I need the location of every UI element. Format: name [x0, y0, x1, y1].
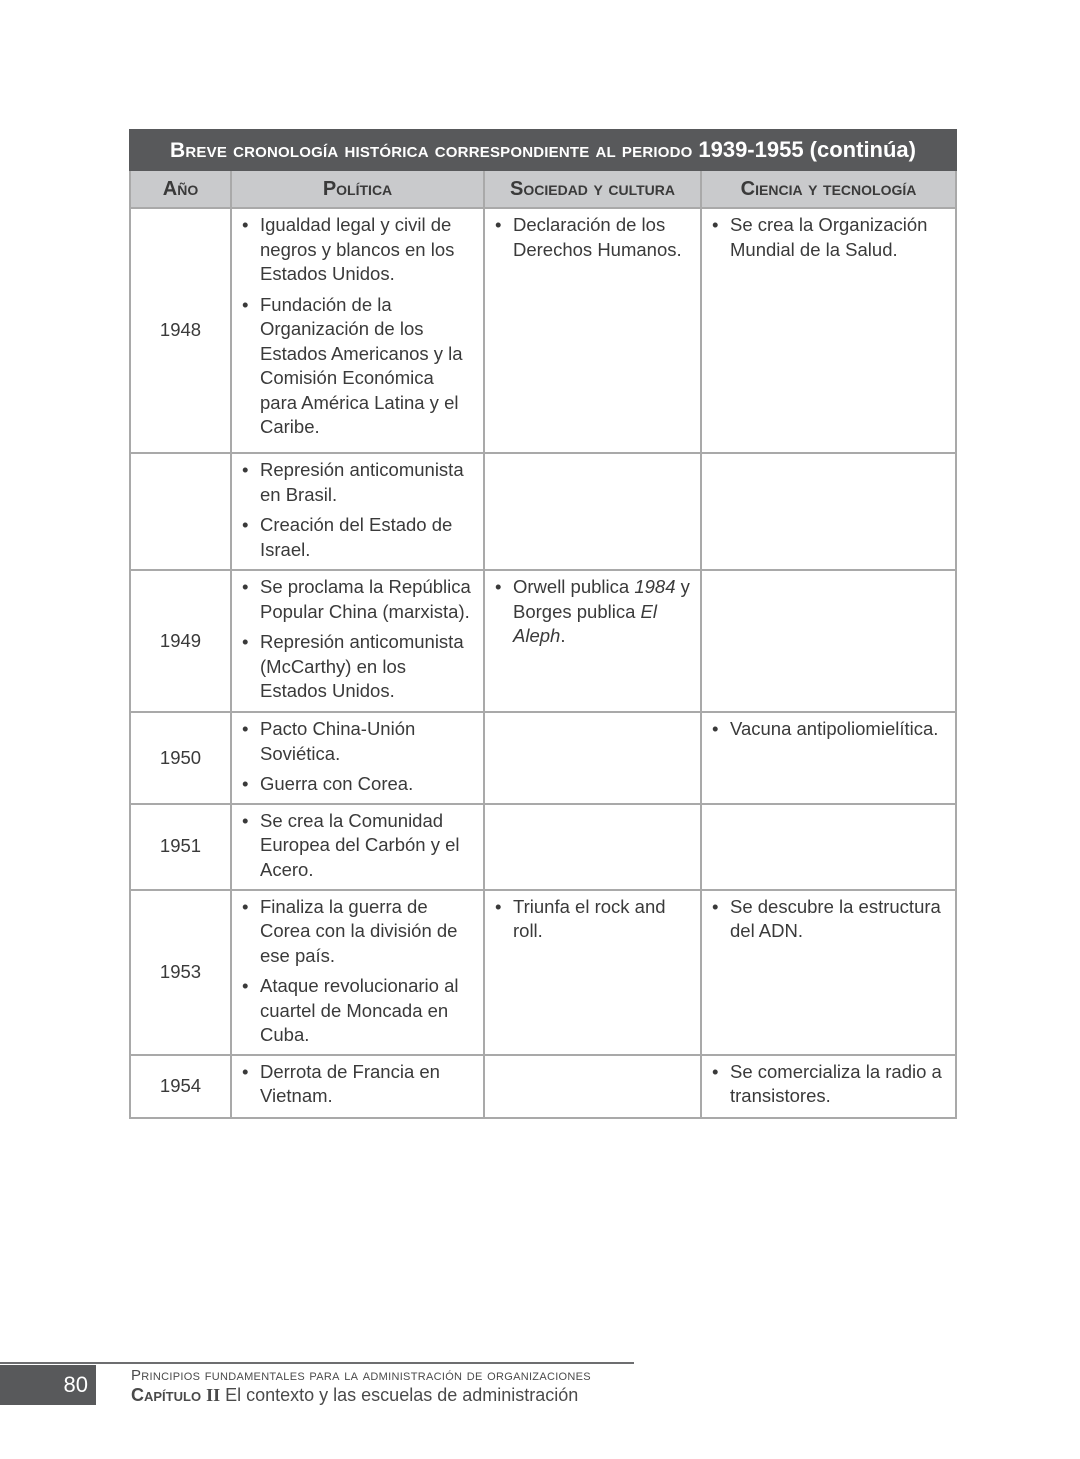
politics-cell	[231, 208, 484, 453]
year-cell: 1953	[130, 890, 231, 1055]
list-item: • Se proclama la República Popular China (marxista).	[240, 575, 475, 624]
society-cell	[484, 570, 701, 712]
chapter-label: Capítulo	[131, 1385, 202, 1405]
running-head: Principios fundamentales para la administración de organizaciones	[131, 1367, 591, 1384]
list-item: • Se crea la Comunidad Europea del Carbón y el Acero.	[240, 809, 475, 883]
list-item: • Se crea la Organización Mundial de la Salud.	[710, 213, 947, 262]
text-run: y Borges publica	[513, 576, 690, 622]
politics-cell	[231, 453, 484, 570]
list-item: • Se comercializa la radio a transistores.	[710, 1060, 947, 1109]
table-row	[130, 712, 956, 804]
politics-cell	[231, 804, 484, 890]
header-society: Sociedad y cultura	[484, 170, 701, 208]
society-cell	[484, 804, 701, 890]
list-item: • Fundación de la Organización de los Estados Americanos y la Comisión Económica para América Latina y el Caribe.	[240, 293, 475, 440]
table-row	[130, 570, 956, 712]
society-cell	[484, 890, 701, 1055]
science-cell	[701, 890, 956, 1055]
list-item: • Represión anticomunista (McCarthy) en los Estados Unidos.	[240, 630, 475, 704]
list-item: • Triunfa el rock and roll.	[493, 895, 692, 944]
table-row	[130, 453, 956, 570]
society-cell	[484, 1055, 701, 1118]
science-cell	[701, 1055, 956, 1118]
table-row	[130, 804, 956, 890]
list-item: • Ataque revolucionario al cuartel de Moncada en Cuba.	[240, 974, 475, 1048]
chapter-line	[131, 1385, 578, 1406]
list-item: • Derrota de Francia en Vietnam.	[240, 1060, 475, 1109]
table-header-row	[130, 170, 956, 208]
society-cell	[484, 712, 701, 804]
header-year: Año	[130, 170, 231, 208]
politics-cell	[231, 570, 484, 712]
book-title-1984: 1984	[634, 576, 676, 597]
politics-cell	[231, 890, 484, 1055]
chronology-table-wrapper	[129, 129, 955, 1119]
list-item: • Guerra con Corea.	[240, 772, 475, 797]
list-item: • Igualdad legal y civil de negros y blancos en los Estados Unidos.	[240, 213, 475, 287]
header-politics: Política	[231, 170, 484, 208]
science-cell	[701, 712, 956, 804]
page-number: 80	[0, 1365, 96, 1405]
year-cell: 1951	[130, 804, 231, 890]
list-item: • Creación del Estado de Israel.	[240, 513, 475, 562]
table-row	[130, 208, 956, 453]
politics-cell	[231, 1055, 484, 1118]
year-cell: 1948	[130, 208, 231, 453]
politics-cell	[231, 712, 484, 804]
science-cell	[701, 208, 956, 453]
table-row	[130, 1055, 956, 1118]
year-cell: 1950	[130, 712, 231, 804]
header-science: Ciencia y tecnología	[701, 170, 956, 208]
list-item: • Pacto China-Unión Soviética.	[240, 717, 475, 766]
list-item: • Finaliza la guerra de Corea con la división de ese país.	[240, 895, 475, 969]
table-title-row	[130, 130, 956, 170]
society-cell	[484, 208, 701, 453]
chronology-table	[129, 129, 957, 1119]
science-cell	[701, 453, 956, 570]
chapter-title: El contexto y las escuelas de administración	[225, 1385, 579, 1405]
text-run: Orwell publica	[513, 576, 635, 597]
book-title-el-aleph: El Aleph	[513, 600, 657, 646]
year-cell: 1954	[130, 1055, 231, 1118]
list-item: • Represión anticomunista en Brasil.	[240, 458, 475, 507]
list-item: • Declaración de los Derechos Humanos.	[493, 213, 692, 262]
text-run: .	[560, 625, 566, 646]
science-cell	[701, 570, 956, 712]
society-cell	[484, 453, 701, 570]
table-row	[130, 890, 956, 1055]
year-cell: 1949	[130, 570, 231, 712]
table-title-text: Breve cronología histórica correspondiente al periodo	[170, 139, 693, 162]
table-title-period: 1939-1955 (continúa)	[698, 137, 916, 162]
table-title	[130, 130, 956, 170]
footer-divider	[0, 1362, 634, 1364]
list-item: • Vacuna antipoliomielítica.	[710, 717, 947, 742]
year-cell	[130, 453, 231, 570]
list-item: • Se descubre la estructura del ADN.	[710, 895, 947, 944]
chapter-number: II	[206, 1385, 221, 1405]
science-cell	[701, 804, 956, 890]
list-item	[493, 575, 692, 649]
